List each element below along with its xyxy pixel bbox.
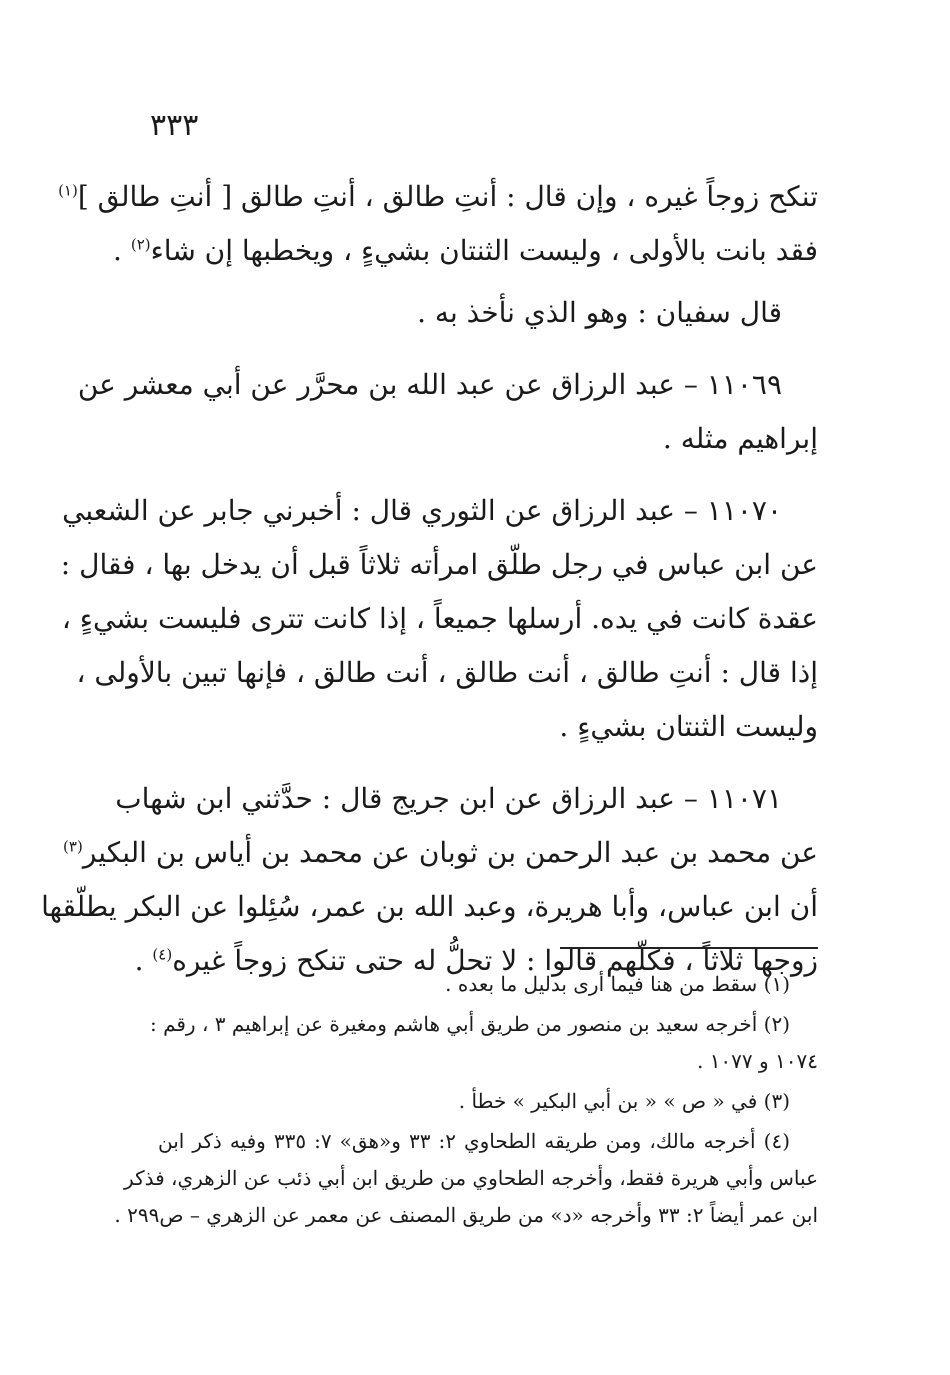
footnote-line: (١) سقط من هنا فيما أرى بدليل ما بعده . — [445, 972, 790, 996]
footnote — [158, 966, 818, 1003]
paragraph-11069 — [77, 358, 818, 466]
footnotes — [114, 966, 818, 1234]
text-line: ١١٠٧٠ – عبد الرزاق عن الثوري قال : أخبرني جابر عن الشعبي — [62, 494, 782, 527]
line-end-mark: . — [113, 234, 122, 267]
text-line-content: زوجها ثلاثاً ، فكلّهم قالوا : لا تحلُّ له حتى تنكح زوجاً غيره — [172, 944, 818, 977]
text-line: عن ابن عباس في رجل طلّق امرأته ثلاثاً قبل أن يدخل بها ، فقال : — [60, 548, 818, 581]
paragraph-continuation — [58, 170, 818, 278]
footnote-separator — [560, 947, 818, 949]
footnote-line: ابن عمر أيضاً ٢: ٣٣ وأخرجه «د» من طريق المصنف عن معمر عن الزهري – ص٢٩٩ . — [114, 1203, 818, 1227]
paragraph-11071 — [41, 772, 818, 988]
text-line: عقدة كانت في يده. أرسلها جميعاً ، إذا كانت تترى فليست بشيءٍ ، — [61, 602, 818, 635]
text-line — [58, 170, 818, 224]
text-line — [63, 826, 818, 880]
footnote-line: (٣) في « ص » « بن أبي البكير » خطأ . — [458, 1089, 790, 1113]
text-line: وليست الثنتان بشيءٍ . — [559, 710, 818, 743]
text-line: إذا قال : أنتِ طالق ، أنت طالق ، أنت طالق ، فإنها تبين بالأولى ، — [76, 656, 818, 689]
text-line: ١١٠٦٩ – عبد الرزاق عن عبد الله بن محرَّر عن أبي معشر عن — [77, 368, 782, 401]
text-line: ١١٠٧١ – عبد الرزاق عن ابن جريج قال : حدَّثني ابن شهاب — [115, 782, 782, 815]
footnote-line: (٤) أخرجه مالك، ومن طريقه الطحاوي ٢: ٣٣ و«هق» ٧: ٣٣٥ وفيه ذكر ابن — [158, 1129, 790, 1153]
text-line: أن ابن عباس، وأبا هريرة، وعبد الله بن عمر، سُئِلوا عن البكر يطلّقها — [41, 890, 818, 923]
footnote-ref[interactable]: (٤) — [152, 945, 173, 964]
paragraph-11070 — [60, 484, 818, 754]
footnote-line: (٢) أخرجه سعيد بن منصور من طريق أبي هاشم ومغيرة عن إبراهيم ٣ ، رقم : — [149, 1012, 790, 1036]
footnote — [149, 1006, 818, 1080]
text-line: قال سفيان : وهو الذي نأخذ به . — [417, 296, 782, 329]
page-number: ٣٣٣ — [150, 108, 199, 143]
footnote-ref[interactable]: (٢) — [130, 235, 151, 254]
line-end-mark: . — [134, 944, 144, 977]
text-line-content: فقد بانت بالأولى ، وليست الثنتان بشيءٍ ، ويخطبها إن شاء — [150, 234, 818, 267]
footnote-ref[interactable]: (١) — [58, 181, 78, 200]
footnote-ref[interactable]: (٣) — [63, 837, 83, 856]
text-line — [113, 224, 818, 278]
text-line-content: عن محمد بن عبد الرحمن بن ثوبان عن محمد بن أياس بن البكير — [82, 836, 818, 869]
text-line: إبراهيم مثله . — [662, 422, 818, 455]
footnote — [114, 1123, 818, 1234]
footnote-line: عباس وأبي هريرة فقط، وأخرجه الطحاوي من طريق ابن أبي ذئب عن الزهري، فذكر — [124, 1166, 818, 1190]
paragraph-sufyan — [158, 286, 818, 340]
footnote — [158, 1083, 818, 1120]
text-line-content: تنكح زوجاً غيره ، وإن قال : أنتِ طالق ، أنتِ طالق [ أنتِ طالق ] — [77, 180, 818, 213]
footnote-line: ١٠٧٤ و ١٠٧٧ . — [696, 1049, 818, 1073]
main-text — [41, 170, 818, 1006]
